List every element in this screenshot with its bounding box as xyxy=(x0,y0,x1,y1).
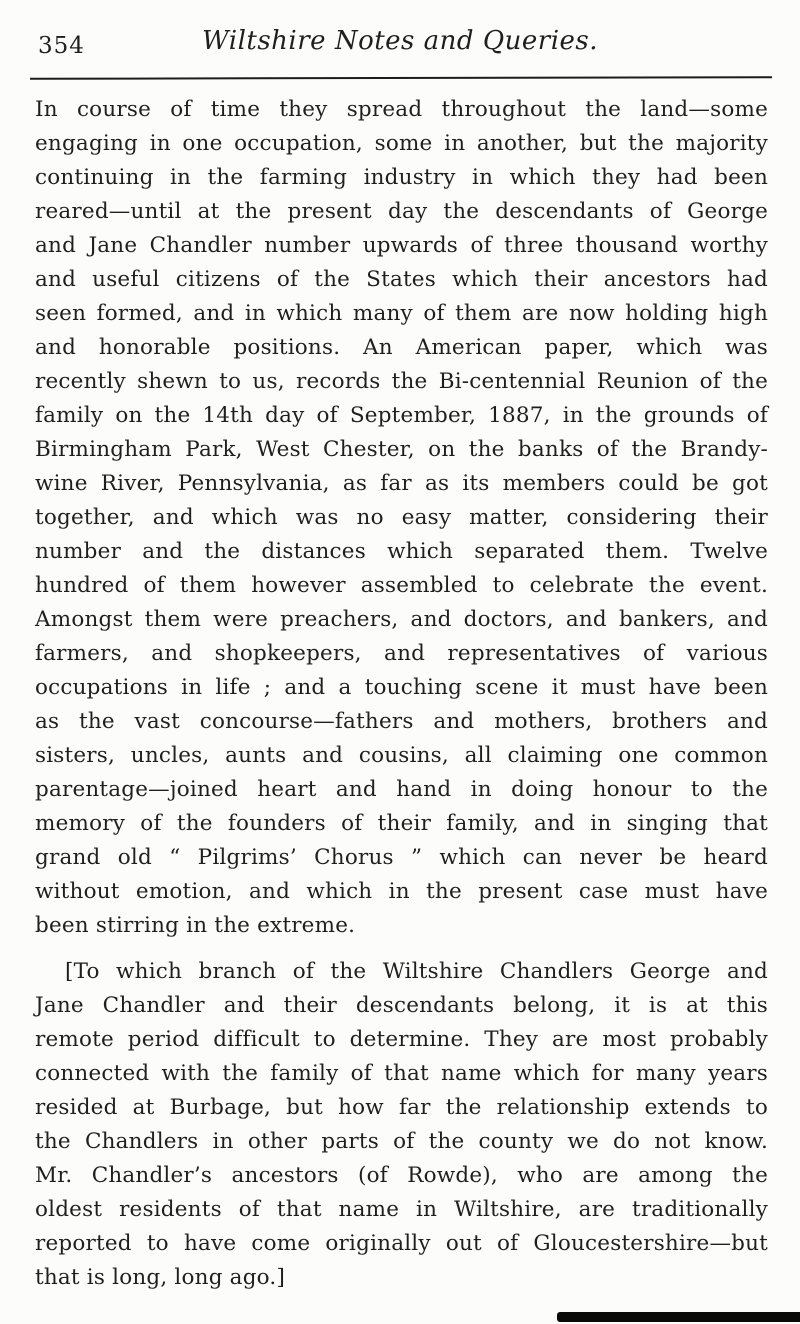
text-line: reared—until at the present day the descendants of George xyxy=(35,199,768,224)
text-line: the Chandlers in other parts of the county we do not know. xyxy=(35,1129,768,1154)
text-line: grand old “ Pilgrims’ Chorus ” which can never be heard xyxy=(35,845,768,870)
text-line: farmers, and shopkeepers, and representatives of various xyxy=(35,641,768,666)
text-line: Jane Chandler and their descendants belong, it is at this xyxy=(35,993,768,1018)
text-line: engaging in one occupation, some in another, but the majority xyxy=(35,131,768,156)
text-line: family on the 14th day of September, 1887, in the grounds of xyxy=(35,403,768,428)
text-line: continuing in the farming industry in which they had been xyxy=(35,165,768,190)
journal-title: Wiltshire Notes and Queries. xyxy=(201,26,598,56)
text-line: memory of the founders of their family, and in singing that xyxy=(35,811,768,836)
text-line: seen formed, and in which many of them are now holding high xyxy=(35,301,768,326)
text-line: hundred of them however assembled to celebrate the event. xyxy=(35,573,768,598)
paragraph-2 xyxy=(35,955,768,1295)
paragraph-1 xyxy=(35,93,768,943)
text-line: together, and which was no easy matter, considering their xyxy=(35,505,768,530)
text-line: and useful citizens of the States which their ancestors had xyxy=(35,267,768,292)
text-line: as the vast concourse—fathers and mothers, brothers and xyxy=(35,709,768,734)
page-header xyxy=(36,26,764,70)
header-rule xyxy=(30,76,772,80)
text-line: parentage—joined heart and hand in doing honour to the xyxy=(35,777,768,802)
text-line: wine River, Pennsylvania, as far as its members could be got xyxy=(35,471,768,496)
text-line: occupations in life ; and a touching scene it must have been xyxy=(35,675,768,700)
text-line: and Jane Chandler number upwards of three thousand worthy xyxy=(35,233,768,258)
text-line: reported to have come originally out of Gloucestershire—but xyxy=(35,1231,768,1256)
text-line: Amongst them were preachers, and doctors, and bankers, and xyxy=(35,607,768,632)
text-line: [To which branch of the Wiltshire Chandlers George and xyxy=(65,959,768,984)
text-line: oldest residents of that name in Wiltshire, are traditionally xyxy=(35,1197,768,1222)
page-body xyxy=(35,93,768,1295)
text-line: In course of time they spread throughout the land—some xyxy=(35,97,768,122)
text-line: Birmingham Park, West Chester, on the banks of the Brandy- xyxy=(35,437,768,462)
text-line: number and the distances which separated them. Twelve xyxy=(35,539,768,564)
text-line: Mr. Chandler’s ancestors (of Rowde), who are among the xyxy=(35,1163,768,1188)
text-line: sisters, uncles, aunts and cousins, all claiming one common xyxy=(35,743,768,768)
text-line: without emotion, and which in the present case must have xyxy=(35,879,768,904)
text-line: that is long, long ago.] xyxy=(35,1265,286,1290)
text-line: resided at Burbage, but how far the relationship extends to xyxy=(35,1095,768,1120)
text-line: been stirring in the extreme. xyxy=(35,913,356,938)
text-line: remote period difficult to determine. They are most probably xyxy=(35,1027,768,1052)
text-line: and honorable positions. An American paper, which was xyxy=(35,335,768,360)
scan-edge-artifact xyxy=(557,1312,800,1322)
text-line: connected with the family of that name which for many years xyxy=(35,1061,768,1086)
text-line: recently shewn to us, records the Bi-centennial Reunion of the xyxy=(35,369,768,394)
page-number: 354 xyxy=(38,33,85,59)
